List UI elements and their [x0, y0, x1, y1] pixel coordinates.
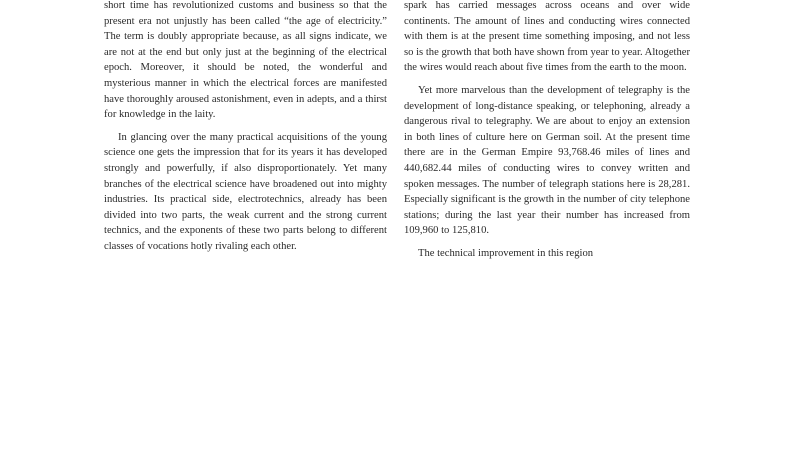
paragraph: Yet more marvelous than the development of telegraphy is the development of long-distance speaking, or telephoning, already a dangerous rival to telegraphy. We are about to enjoy an extension in both lines of culture here on German soil. At the present time there are in the German Empire 93,768.46 miles of lines and 440,682.44 miles of conducting wires to convey written and spoken messages. The number of telegraph stations here is 28,281. Especially significant is the growth in the number of city telephone stations; during the last year their number has increased from 109,960 to 125,810.: [404, 84, 690, 237]
left-text-column: [104, 0, 387, 255]
paragraph: short time has revolutionized customs and business so that the present era not unjustly has been called “the age of electricity.” The term is doubly appropriate because, as all signs indicate, we are not at the end but only just at the beginning of the electrical epoch. Moreover, it should be noted, the wonderful and mysterious manner in which the electrical forces are manifested have thoroughly aroused astonishment, even in adepts, and a thirst for knowledge in the laity.: [104, 0, 387, 121]
paragraph: In glancing over the many practical acquisitions of the young science one gets the impression that for its years it has developed strongly and powerfully, if also disproportionately. Yet many branches of the electrical science have broadened out into mighty industries. Its practical side, electrotechnics, already has been divided into two parts, the weak current and the strong current technics, and the exponents of these two parts belong to different classes of vocations hotly rivaling each other.: [104, 131, 387, 252]
paragraph: spark has carried messages across oceans and over wide continents. The amount of lines and conducting wires connected with them is at the present time something imposing, and not less so is the growth that both have shown from year to year. Altogether the wires would reach about five times from the earth to the moon.: [404, 0, 690, 74]
right-text-column: [404, 0, 690, 262]
paragraph: The technical improvement in this region: [418, 247, 594, 259]
